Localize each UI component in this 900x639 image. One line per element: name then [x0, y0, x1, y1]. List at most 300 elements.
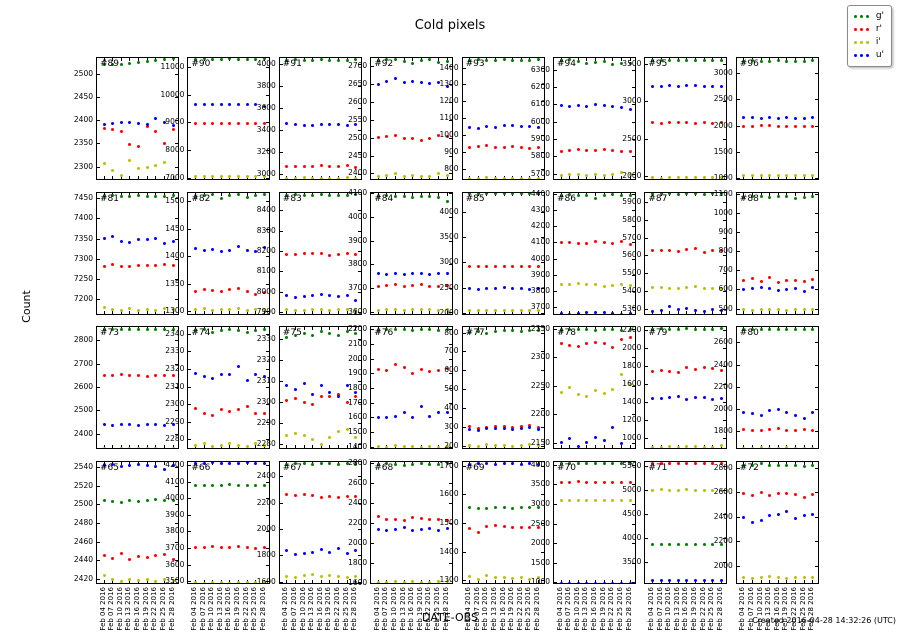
- data-point-r: [228, 288, 231, 291]
- y-tick-label: 1400: [165, 251, 185, 261]
- y-tick-label: 2540: [73, 462, 93, 472]
- x-tick-label: Feb 04 2016: [646, 587, 655, 631]
- x-tick-label: Feb 10 2016: [389, 587, 398, 631]
- data-point-u: [203, 375, 206, 378]
- tick-mark: [188, 95, 191, 96]
- data-point-u: [128, 464, 131, 467]
- y-tick-label: 800: [444, 327, 459, 337]
- tick-mark: [586, 445, 587, 448]
- data-point-i: [760, 576, 763, 579]
- y-tick-label: 7450: [73, 193, 93, 203]
- data-point-r: [320, 164, 323, 167]
- tick-mark: [371, 417, 374, 418]
- data-point-u: [403, 526, 406, 529]
- data-point-i: [146, 166, 149, 169]
- legend-marker-icon: [854, 15, 857, 18]
- data-point-i: [668, 445, 671, 448]
- data-point-u: [668, 305, 671, 308]
- data-point-u: [768, 409, 771, 412]
- y-tick-label: 5700: [530, 168, 550, 178]
- y-tick-label: 2000: [348, 353, 368, 363]
- data-point-r: [629, 150, 632, 153]
- legend-marker-icon: [854, 54, 857, 57]
- data-point-u: [585, 582, 588, 584]
- data-point-u: [154, 237, 157, 240]
- y-tick-label: 2200: [348, 324, 368, 334]
- tick-mark: [280, 529, 283, 530]
- data-point-u: [320, 384, 323, 387]
- data-point-r: [294, 397, 297, 400]
- data-point-u: [760, 519, 763, 522]
- data-point-u: [337, 295, 340, 298]
- data-point-i: [811, 174, 814, 177]
- y-tick-label: 3500: [622, 59, 642, 69]
- x-tick-label: Feb 16 2016: [498, 587, 507, 631]
- data-point-u: [294, 296, 297, 299]
- data-point-i: [120, 174, 123, 177]
- data-point-u: [428, 415, 431, 418]
- data-point-g: [768, 328, 771, 331]
- data-point-r: [254, 547, 257, 550]
- y-tick-label: 900: [444, 146, 459, 156]
- y-tick-label: 2600: [348, 477, 368, 487]
- data-point-u: [651, 579, 654, 582]
- data-point-g: [403, 328, 406, 331]
- tick-mark: [463, 237, 466, 238]
- data-point-u: [568, 105, 571, 108]
- y-tick-label: 5500: [622, 460, 642, 470]
- data-point-g: [811, 328, 814, 331]
- tick-mark: [686, 311, 687, 314]
- data-point-u: [629, 582, 632, 584]
- subplot-cell-72: [713, 461, 819, 631]
- tick-mark: [645, 101, 648, 102]
- data-point-i: [477, 445, 480, 448]
- data-point-r: [403, 285, 406, 288]
- data-point-i: [228, 175, 231, 178]
- data-point-i: [685, 286, 688, 289]
- y-tick-label: 800: [444, 163, 459, 173]
- tick-mark: [737, 289, 740, 290]
- y-tick-label: 7000: [165, 172, 185, 182]
- data-point-u: [594, 582, 597, 584]
- data-point-u: [494, 126, 497, 129]
- data-point-g: [403, 195, 406, 198]
- data-point-r: [411, 284, 414, 287]
- plot-area-74: [187, 326, 270, 449]
- data-point-g: [311, 194, 314, 197]
- y-tick-label: 600: [718, 284, 733, 294]
- tick-mark: [188, 404, 191, 405]
- data-point-i: [320, 575, 323, 578]
- data-point-g: [320, 330, 323, 333]
- data-point-u: [751, 287, 754, 290]
- tick-mark: [815, 309, 818, 310]
- data-point-r: [303, 252, 306, 255]
- data-point-u: [403, 81, 406, 84]
- tick-mark: [204, 311, 205, 314]
- data-point-u: [611, 582, 614, 584]
- data-point-g: [246, 484, 249, 487]
- data-point-r: [172, 128, 175, 131]
- data-point-i: [603, 499, 606, 502]
- data-point-r: [668, 121, 671, 124]
- x-tick-label: Feb 13 2016: [672, 587, 681, 631]
- data-point-g: [137, 500, 140, 503]
- y-tick-label: 1000: [439, 130, 459, 139]
- panel-label-76: #76: [374, 328, 394, 339]
- data-point-r: [468, 527, 471, 530]
- tick-mark: [104, 311, 105, 314]
- data-point-r: [594, 341, 597, 344]
- data-point-i: [403, 445, 406, 448]
- data-point-r: [377, 136, 380, 139]
- panel-label-77: #77: [465, 328, 485, 339]
- data-point-u: [137, 122, 140, 125]
- tick-mark: [449, 193, 452, 194]
- data-point-u: [577, 445, 580, 448]
- y-tick-label: 1300: [439, 79, 459, 89]
- y-tick-label: 300: [444, 422, 459, 432]
- tick-mark: [815, 194, 818, 195]
- tick-mark: [737, 492, 740, 493]
- legend-entry-u: [854, 49, 884, 62]
- subplot-cell-74: [165, 326, 270, 449]
- data-point-i: [128, 159, 131, 162]
- data-point-r: [577, 345, 580, 348]
- legend-entry-g: [854, 10, 884, 23]
- tick-mark: [463, 408, 466, 409]
- y-tick-label: 2000: [530, 538, 550, 548]
- data-point-r: [760, 280, 763, 283]
- data-point-r: [137, 374, 140, 377]
- tick-mark: [645, 384, 648, 385]
- y-tick-label: 2550: [348, 114, 368, 124]
- data-point-r: [560, 481, 563, 484]
- data-point-r: [154, 554, 157, 557]
- data-point-i: [294, 432, 297, 435]
- data-point-r: [760, 491, 763, 494]
- y-tick-label: 8400: [256, 205, 276, 215]
- tick-mark: [371, 312, 374, 313]
- y-tick-label: 4400: [530, 188, 550, 198]
- tick-mark: [632, 504, 635, 505]
- tick-mark: [280, 402, 283, 403]
- y-tick-label: 800: [718, 246, 733, 256]
- x-tick-label: Feb 16 2016: [133, 587, 141, 631]
- y-tick-label: 2200: [348, 517, 368, 527]
- data-point-u: [742, 116, 745, 119]
- tick-mark: [541, 333, 544, 334]
- x-tick-label: Feb 28 2016: [624, 587, 633, 631]
- data-point-r: [320, 252, 323, 255]
- data-point-i: [585, 395, 588, 398]
- data-point-u: [128, 241, 131, 244]
- data-point-i: [411, 174, 414, 177]
- y-tick-label: 6100: [530, 99, 550, 109]
- data-point-u: [794, 517, 797, 520]
- tick-mark: [97, 143, 100, 144]
- tick-mark: [463, 313, 466, 314]
- x-tick-label: Feb 16 2016: [224, 587, 233, 631]
- data-point-g: [660, 543, 663, 546]
- data-point-r: [751, 429, 754, 432]
- data-point-r: [751, 277, 754, 280]
- data-point-u: [620, 442, 623, 445]
- data-point-g: [503, 192, 506, 195]
- tick-mark: [97, 299, 100, 300]
- plot-area-88: [736, 192, 819, 315]
- y-tick-label: 1000: [622, 432, 642, 442]
- data-point-g: [254, 329, 257, 332]
- x-tick-label: Feb 13 2016: [581, 587, 590, 631]
- data-point-i: [785, 577, 788, 580]
- x-tick-label: Feb 13 2016: [764, 587, 773, 631]
- data-point-r: [560, 342, 563, 345]
- data-point-u: [568, 437, 571, 440]
- y-tick-label: 2700: [348, 61, 368, 71]
- data-point-g: [503, 506, 506, 509]
- y-tick-label: 5000: [622, 484, 642, 494]
- y-tick-label: 2300: [73, 161, 93, 171]
- data-point-r: [742, 428, 745, 431]
- data-point-r: [146, 556, 149, 559]
- data-point-i: [394, 580, 397, 583]
- y-tick-label: 2340: [165, 328, 185, 338]
- tick-mark: [463, 288, 466, 289]
- data-point-r: [768, 276, 771, 279]
- data-point-i: [320, 177, 323, 180]
- data-point-r: [803, 125, 806, 128]
- tick-mark: [737, 270, 740, 271]
- data-point-u: [560, 104, 563, 107]
- tick-mark: [769, 580, 770, 583]
- legend-marker-icon: [866, 15, 869, 18]
- data-point-g: [211, 484, 214, 487]
- data-point-g: [768, 196, 771, 199]
- tick-mark: [412, 58, 413, 61]
- data-point-i: [651, 286, 654, 289]
- data-point-u: [311, 124, 314, 127]
- tick-mark: [578, 176, 579, 179]
- data-point-u: [194, 103, 197, 106]
- tick-mark: [815, 468, 818, 469]
- x-tick-label: Feb 28 2016: [807, 587, 816, 631]
- data-point-g: [411, 62, 414, 65]
- data-point-r: [777, 125, 780, 128]
- tick-mark: [188, 256, 191, 257]
- tick-mark: [752, 580, 753, 583]
- tick-mark: [449, 503, 452, 504]
- tick-mark: [358, 130, 361, 131]
- data-point-r: [777, 281, 780, 284]
- data-point-g: [677, 543, 680, 546]
- tick-mark: [104, 580, 105, 583]
- data-point-u: [320, 293, 323, 296]
- y-tick-label: 2600: [713, 337, 733, 347]
- y-tick-label: 2350: [73, 138, 93, 148]
- tick-mark: [247, 327, 248, 330]
- tick-mark: [138, 176, 139, 179]
- data-point-i: [577, 393, 580, 396]
- data-point-g: [494, 192, 497, 195]
- tick-mark: [97, 523, 100, 524]
- data-point-g: [477, 507, 480, 510]
- data-point-i: [811, 576, 814, 579]
- data-point-r: [194, 546, 197, 549]
- data-point-u: [385, 416, 388, 419]
- data-point-i: [785, 446, 788, 449]
- y-tick-label: 2500: [348, 132, 368, 142]
- x-tick-label: Feb 07 2016: [107, 587, 116, 631]
- y-tick-label: 2600: [73, 381, 93, 391]
- data-point-i: [742, 447, 745, 450]
- tick-mark: [632, 210, 635, 211]
- plot-area-94: [553, 57, 636, 180]
- data-point-g: [228, 328, 231, 331]
- y-tick-label: 2400: [348, 497, 368, 507]
- data-point-u: [128, 121, 131, 124]
- y-tick-label: 500: [718, 303, 733, 313]
- tick-mark: [371, 447, 374, 448]
- y-tick-label: 2400: [713, 359, 733, 369]
- y-tick-label: 4200: [165, 459, 185, 469]
- tick-mark: [463, 118, 466, 119]
- data-point-g: [668, 192, 671, 195]
- tick-mark: [815, 126, 818, 127]
- data-point-r: [328, 165, 331, 168]
- data-point-g: [803, 60, 806, 63]
- y-tick-label: 3000: [439, 257, 459, 267]
- tick-mark: [815, 99, 818, 100]
- data-point-i: [577, 282, 580, 285]
- data-point-r: [163, 553, 166, 556]
- tick-mark: [815, 178, 818, 179]
- data-point-r: [594, 240, 597, 243]
- x-tick-label: Feb 04 2016: [464, 587, 473, 631]
- tick-mark: [815, 152, 818, 153]
- data-point-i: [477, 578, 480, 581]
- tick-mark: [737, 365, 740, 366]
- tick-mark: [188, 548, 191, 549]
- tick-mark: [371, 388, 374, 389]
- data-point-g: [528, 59, 531, 62]
- data-point-g: [485, 507, 488, 510]
- data-point-u: [577, 312, 580, 315]
- tick-mark: [569, 176, 570, 179]
- tick-mark: [280, 271, 283, 272]
- y-tick-label: 2500: [622, 133, 642, 143]
- data-point-i: [320, 308, 323, 311]
- data-point-r: [120, 265, 123, 268]
- tick-mark: [632, 194, 635, 195]
- tick-mark: [371, 359, 374, 360]
- tick-mark: [229, 311, 230, 314]
- data-point-r: [585, 242, 588, 245]
- tick-mark: [723, 420, 726, 421]
- panel-label-66: #66: [191, 463, 211, 474]
- tick-mark: [395, 176, 396, 179]
- data-point-u: [803, 117, 806, 120]
- tick-mark: [188, 178, 191, 179]
- tick-mark: [761, 580, 762, 583]
- panel-label-68: #68: [374, 463, 394, 474]
- y-tick-label: 7400: [73, 213, 93, 223]
- y-tick-label: 2200: [256, 497, 276, 507]
- x-tick-label: Feb 07 2016: [472, 587, 481, 631]
- panel-label-86: #86: [557, 193, 576, 204]
- data-point-i: [760, 174, 763, 177]
- tick-mark: [97, 167, 100, 168]
- data-point-r: [103, 127, 106, 130]
- y-tick-label: 4100: [530, 237, 550, 247]
- tick-mark: [175, 167, 178, 168]
- tick-mark: [604, 445, 605, 448]
- x-tick-label: Feb 13 2016: [307, 587, 316, 631]
- data-point-r: [603, 481, 606, 484]
- data-point-r: [194, 290, 197, 293]
- tick-mark: [815, 342, 818, 343]
- tick-mark: [312, 327, 313, 330]
- tick-mark: [188, 122, 191, 123]
- data-point-r: [611, 242, 614, 245]
- panel-label-81: #81: [100, 193, 119, 204]
- data-point-u: [742, 288, 745, 291]
- tick-mark: [97, 97, 100, 98]
- tick-mark: [632, 242, 635, 243]
- data-point-r: [411, 372, 414, 375]
- tick-mark: [97, 340, 100, 341]
- tick-mark: [678, 311, 679, 314]
- data-point-u: [711, 579, 714, 582]
- data-point-r: [337, 253, 340, 256]
- data-point-u: [594, 103, 597, 106]
- data-point-i: [777, 447, 780, 450]
- data-point-r: [751, 125, 754, 128]
- tick-mark: [645, 490, 648, 491]
- x-tick-label: Feb 13 2016: [398, 587, 407, 631]
- data-point-i: [585, 283, 588, 286]
- data-point-r: [568, 241, 571, 244]
- x-tick-label: Feb 13 2016: [124, 587, 133, 631]
- data-point-g: [685, 327, 688, 330]
- data-point-i: [720, 444, 723, 447]
- data-point-u: [520, 427, 523, 430]
- tick-mark: [371, 120, 374, 121]
- tick-mark: [371, 241, 374, 242]
- data-point-i: [154, 164, 157, 167]
- data-point-i: [328, 574, 331, 577]
- y-tick-label: 3900: [530, 269, 550, 279]
- data-point-u: [294, 553, 297, 556]
- data-point-r: [568, 149, 571, 152]
- data-point-i: [685, 488, 688, 491]
- tick-mark: [304, 327, 305, 330]
- tick-mark: [304, 445, 305, 448]
- data-point-g: [446, 200, 449, 203]
- data-point-i: [103, 574, 106, 577]
- data-point-u: [477, 127, 480, 130]
- tick-mark: [769, 311, 770, 314]
- data-point-u: [611, 426, 614, 429]
- data-point-g: [211, 331, 214, 334]
- data-point-u: [685, 307, 688, 310]
- y-tick-label: 3500: [622, 557, 642, 567]
- x-tick-label: Feb 22 2016: [607, 587, 616, 631]
- tick-mark: [371, 523, 374, 524]
- tick-mark: [97, 434, 100, 435]
- data-point-r: [511, 145, 514, 148]
